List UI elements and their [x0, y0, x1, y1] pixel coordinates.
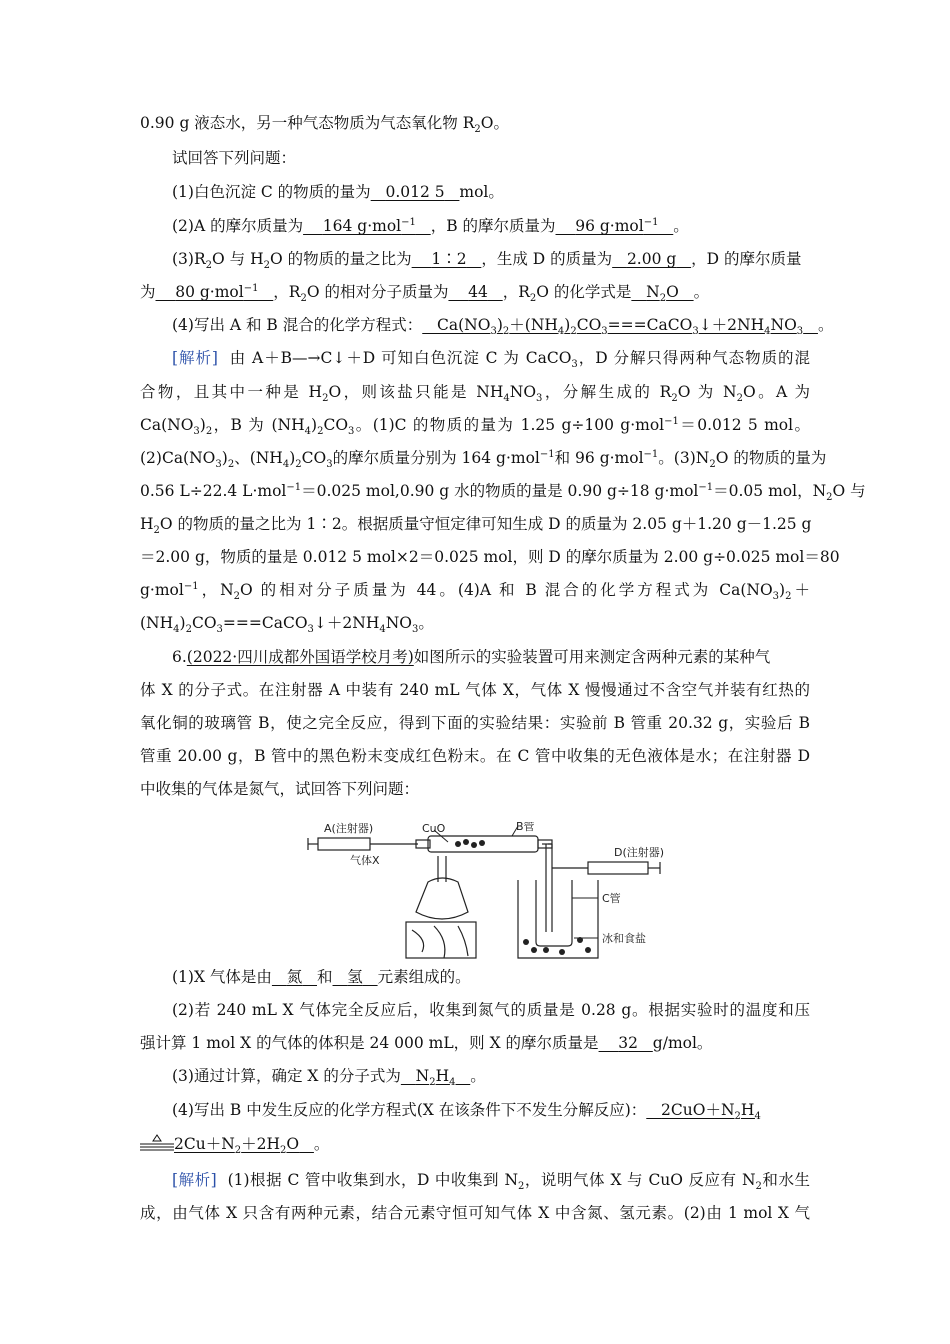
heating-condition-icon — [140, 1134, 174, 1156]
problem-6-line: 管重 20.00 g，B 管中的黑色粉末变成红色粉末。在 C 管中收集的无色液体是水；在注射器 D — [140, 747, 810, 765]
syringe-a-icon — [318, 838, 370, 850]
sub-question-3: (3)通过计算，确定 X 的分子式为 $N_2H_4$ 。 — [172, 1067, 486, 1089]
label-syringe-a: A(注射器) — [324, 822, 374, 835]
problem-6-line: 体 X 的分子式。在注射器 A 中装有 240 mL 气体 X，气体 X 慢慢通过不含空气并装有红热的 — [140, 681, 810, 699]
c-tube-icon — [536, 880, 572, 946]
label-c-tube: C管 — [602, 892, 621, 905]
problem-source: (2022·四川成都外国语学校月考) — [186, 648, 414, 666]
question-3: $(3)R_2O$ 与 $H_2O$ 的物质的量之比为 1∶2 ，生成 D 的质量为 2.00 g ，D 的摩尔质量 — [172, 250, 802, 272]
question-4: (4)写出 A 和 B 混合的化学方程式： $Ca(NO_3)_2+(NH_4)_2CO_3===CaCO_3↓+2NH_4NO_3$ 。 — [172, 316, 834, 338]
stand-block-icon — [406, 922, 476, 958]
label-syringe-d: D(注射器) — [614, 846, 665, 859]
alcohol-lamp-icon — [416, 878, 468, 919]
text-line: 0.90 g 液态水，另一种气态物质为气态氧化物 $R_2O$。 — [140, 114, 509, 136]
problem-6-line: 氧化铜的玻璃管 B，使之完全反应，得到下面的实验结果：实验前 B 管重 20.32 g，实验后 B — [140, 714, 810, 732]
apparatus-figure — [298, 822, 678, 962]
problem-6-line: 中收集的气体是氮气，试回答下列问题： — [140, 780, 420, 798]
analysis-tag: [解析] — [172, 349, 218, 367]
analysis-line: [解析] 由 A＋B—→C↓＋D 可知白色沉淀 C 为 CaCO$_3$，D 分解只得两种气态物质的混 — [172, 349, 810, 371]
analysis-tag: [解析] — [172, 1171, 217, 1189]
analysis-line: 0.56 L÷22.4 L·mol$^{-1}$＝0.025 mol,0.90 g 水的物质的量是 0.90 g÷18 g·mol$^{-1}$＝0.05 mol，$N_2O$ 与 — [140, 481, 866, 504]
sub-question-1: (1)X 气体是由 氮 和 氢 元素组成的。 — [172, 968, 471, 986]
label-ice-salt: 冰和食盐 — [602, 932, 646, 945]
analysis-line: $(NH_4)_2CO_3===CaCO_3↓+2NH_4NO_3$。 — [140, 614, 434, 636]
analysis-line: $H_2O$ 的物质的量之比为 1∶2。根据质量守恒定律可知生成 D 的质量为 2.05 g＋1.20 g－1.25 g — [140, 515, 812, 537]
analysis-2-line: 成，由气体 X 只含有两种元素，结合元素守恒可知气体 X 中含氮、氢元素。(2)由 1 mol X 气 — [140, 1204, 810, 1222]
sub-question-2-cont: 强计算 1 mol X 的气体的体积是 24 000 mL，则 X 的摩尔质量是 32 g/mol。 — [140, 1034, 713, 1052]
sub-question-4: (4)写出 B 中发生反应的化学方程式(X 在该条件下不发生分解反应)： $2CuO+N_2H_4$ — [172, 1101, 761, 1123]
analysis-line: $(2)Ca(NO_3)_2$、$(NH_4)_2CO_3$的摩尔质量分别为 164 g·mol$^{-1}$和 96 g·mol$^{-1}$。$(3)N_2O$ 的物质的量为 — [140, 448, 827, 471]
analysis-line: g·mol$^{-1}$，$N_2O$ 的相对分子质量为 44。(4)A 和 B 混合的化学方程式为 $Ca(NO_3)_2+$ — [140, 580, 810, 603]
label-b-tube: B管 — [516, 822, 535, 833]
question-2: (2)A 的摩尔质量为 164 g·mol$^{-1}$ ，B 的摩尔质量为 96 g·mol$^{-1}$ 。 — [172, 216, 689, 235]
label-cuo: CuO — [422, 822, 446, 835]
sub-question-2: (2)若 240 mL X 气体完全反应后，收集到氮气的质量是 0.28 g。根据实验时的温度和压 — [172, 1001, 810, 1019]
sub-question-4-cont: $2Cu+N_2+2H_2O$ 。 — [140, 1133, 810, 1156]
label-gas-x: 气体X — [350, 854, 380, 867]
syringe-d-icon — [588, 862, 648, 874]
analysis-line: 合物，且其中一种是 $H_2O$，则该盐只能是 $NH_4NO_3$，分解生成的 $R_2O$ 为 $N_2O$。A 为 — [140, 383, 811, 405]
analysis-line: $Ca(NO_3)_2$，B 为 $(NH_4)_2CO_3$。(1)C 的物质的量为 1.25 g÷100 g·mol$^{-1}$＝0.012 5 mol。 — [140, 415, 810, 438]
analysis-line: ＝2.00 g，物质的量是 0.012 5 mol×2＝0.025 mol，则 D 的摩尔质量为 2.00 g÷0.025 mol＝80 — [140, 548, 840, 566]
problem-6-line: 6.(2022·四川成都外国语学校月考)如图所示的实验装置可用来测定含两种元素的某种气 — [172, 648, 771, 666]
question-1: (1)白色沉淀 C 的物质的量为 0.012 5 mol。 — [172, 183, 504, 201]
analysis-2-line: [解析] (1)根据 C 管中收集到水，D 中收集到 $N_2$，说明气体 X 与 CuO 反应有 $N_2$和水生 — [172, 1171, 810, 1193]
question-3-cont: 为 80 g·mol$^{-1}$ ，$R_2O$ 的相对分子质量为 44 ，$R_2O$ 的化学式是 $N_2O$ 。 — [140, 282, 710, 305]
question-intro: 试回答下列问题： — [172, 149, 297, 167]
